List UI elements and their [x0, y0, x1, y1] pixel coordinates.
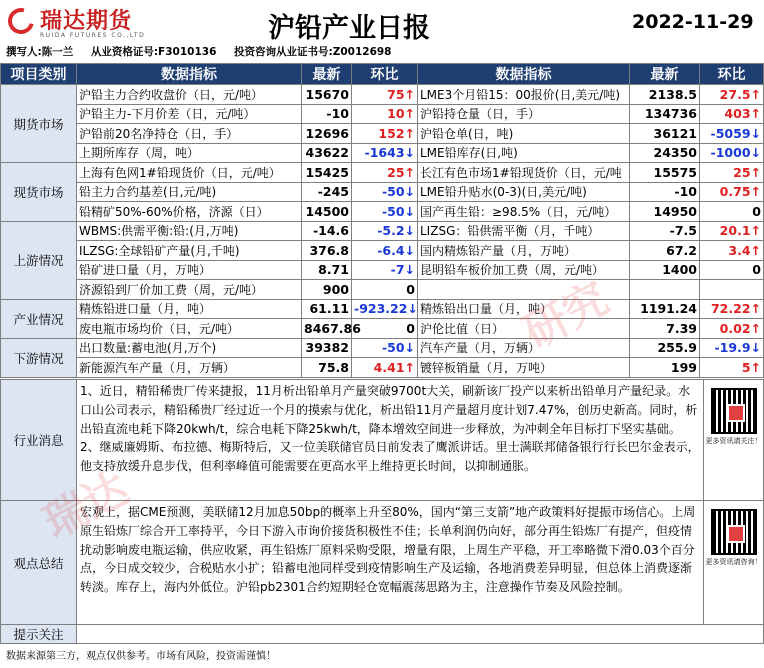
indicator-cell: 长江有色市场1#铅现货价（日，元/吨 [418, 163, 630, 183]
indicator-cell: 汽车产量（月，万辆） [418, 338, 630, 358]
change-cell: -5.2↓ [352, 221, 418, 241]
latest-value-cell: 15575 [630, 163, 700, 183]
ruida-logo-icon [3, 3, 39, 39]
qr-cell [704, 380, 764, 501]
table-row [1, 241, 764, 261]
table-row [1, 182, 764, 202]
latest-value-cell: 15425 [302, 163, 352, 183]
table-row [1, 104, 764, 124]
latest-value-cell: -10 [630, 182, 700, 202]
change-cell: 0.75↑ [700, 182, 764, 202]
change-cell: -50↓ [352, 202, 418, 222]
latest-value-cell: 15670 [302, 85, 352, 105]
table-header-row [1, 64, 764, 85]
change-cell: 0.02↑ [700, 319, 764, 339]
indicator-cell: 沪铅前20名净持仓（日，手） [77, 124, 302, 144]
column-header-category: 项目类别 [1, 64, 77, 85]
change-cell: 0 [352, 319, 418, 339]
qr-cell [704, 501, 764, 625]
view-summary-text: 宏观上，据CME预测，美联储12月加息50bp的概率上升至80%，国内“第三支箭”地产政策料好提振市场信心。上周原生铅炼厂综合开工率持平，今日下游入市询价接货积极性不佳；长单利润仍向好，部分再生铅炼厂有提产，但疫情扰动影响废电瓶运输，供应收紧，再生铅炼厂原料采购受限，增量有限，上周生产平稳，开工率略微下滑0.03个百分点，今日成交较少，合税贴水小扩；铅蓄电池同样受到疫情影响生产及运输，各地消费差异明显，但总体上消费逐渐转淡。库存上，海内外低位。沪铅pb2301合约短期轻仓宽幅震荡思路为主，注意操作节奏及风险控制。 [80, 505, 696, 595]
indicator-cell: 铅主力合约基差(日,元/吨) [77, 182, 302, 202]
category-cell: 期货市场 [1, 85, 77, 163]
latest-value-cell: 75.8 [302, 358, 352, 378]
indicator-cell: LIZSG：铅供需平衡（月，千吨） [418, 221, 630, 241]
tips-row [1, 625, 764, 644]
column-header-indicator: 数据指标 [418, 64, 630, 85]
latest-value-cell: -10 [302, 104, 352, 124]
indicator-cell: 国内精炼铅产量（月，万吨） [418, 241, 630, 261]
latest-value-cell: 1400 [630, 260, 700, 280]
latest-value-cell: 39382 [302, 338, 352, 358]
column-header-indicator: 数据指标 [77, 64, 302, 85]
change-cell: 4.41↑ [352, 358, 418, 378]
category-cell: 产业情况 [1, 299, 77, 338]
latest-value-cell: 61.11 [302, 299, 352, 319]
change-cell: 25↑ [352, 163, 418, 183]
change-cell: 5↑ [700, 358, 764, 378]
indicator-cell: 沪铅主力合约收盘价（日，元/吨） [77, 85, 302, 105]
latest-value-cell: 14500 [302, 202, 352, 222]
indicator-cell: LME3个月铅15：00报价(日,美元/吨) [418, 85, 630, 105]
indicator-cell: 国产再生铅：≥98.5%（日，元/吨） [418, 202, 630, 222]
indicator-cell: LME铅库存(日,吨) [418, 143, 630, 163]
table-row [1, 299, 764, 319]
indicator-cell: 精炼铅进口量（月，吨） [77, 299, 302, 319]
indicator-cell: 沪伦比值（日） [418, 319, 630, 339]
author-line [6, 44, 406, 59]
latest-value-cell: 14950 [630, 202, 700, 222]
change-cell: 152↑ [352, 124, 418, 144]
change-cell: -6.4↓ [352, 241, 418, 261]
qr-caption: 更多资讯请咨询！ [705, 558, 762, 566]
indicator-cell [418, 280, 630, 300]
table-row [1, 221, 764, 241]
license-number: 从业资格证号:F3010136 [90, 46, 217, 58]
indicator-cell: 沪铅仓单(日，吨) [418, 124, 630, 144]
category-cell: 下游情况 [1, 338, 77, 377]
table-row [1, 319, 764, 339]
view-summary-row [1, 501, 764, 625]
change-cell: 25↑ [700, 163, 764, 183]
disclaimer: 数据来源第三方，观点仅供参考。市场有风险，投资需谨慎！ [6, 651, 276, 662]
report-date: 2022-11-29 [632, 11, 754, 33]
change-cell: -923.22↓ [352, 299, 418, 319]
column-header-latest: 最新 [630, 64, 700, 85]
watermark-right: 研究 [515, 272, 617, 360]
tips-body [77, 625, 764, 644]
latest-value-cell: -245 [302, 182, 352, 202]
change-cell: -1643↓ [352, 143, 418, 163]
change-cell: 3.4↑ [700, 241, 764, 261]
change-cell: -19.9↓ [700, 338, 764, 358]
text-sections [0, 379, 764, 644]
industry-news-body [77, 380, 704, 501]
latest-value-cell: 199 [630, 358, 700, 378]
latest-value-cell: 900 [302, 280, 352, 300]
view-summary-label: 观点总结 [1, 501, 77, 625]
latest-value-cell: 67.2 [630, 241, 700, 261]
latest-value-cell: 12696 [302, 124, 352, 144]
industry-news-label: 行业消息 [1, 380, 77, 501]
indicator-cell: 镀锌板销量（月，万吨） [418, 358, 630, 378]
change-cell: 75↑ [352, 85, 418, 105]
table-row [1, 143, 764, 163]
indicator-cell: 废电瓶市场均价（日，元/吨） [77, 319, 302, 339]
indicator-cell: LME铅升贴水(0-3)(日,美元/吨) [418, 182, 630, 202]
table-row [1, 260, 764, 280]
view-summary-body [77, 501, 704, 625]
category-cell: 上游情况 [1, 221, 77, 299]
table-row [1, 280, 764, 300]
latest-value-cell: 255.9 [630, 338, 700, 358]
change-cell: 10↑ [352, 104, 418, 124]
table-row [1, 202, 764, 222]
column-header-latest: 最新 [302, 64, 352, 85]
change-cell: -50↓ [352, 338, 418, 358]
latest-value-cell [630, 280, 700, 300]
qr-code-icon [711, 509, 757, 555]
latest-value-cell: 2138.5 [630, 85, 700, 105]
change-cell: 0 [700, 260, 764, 280]
indicator-cell: 新能源汽车产量（月，万辆） [77, 358, 302, 378]
table-row [1, 358, 764, 378]
report-header [0, 0, 763, 44]
indicator-cell: 铅精矿50%-60%价格，济源（日） [77, 202, 302, 222]
table-row [1, 163, 764, 183]
qr-code-icon [711, 388, 757, 434]
indicator-cell: 沪铅持仓量（日，手） [418, 104, 630, 124]
logo-english-text: RUIDA FUTURES CO.,LTD [40, 32, 146, 39]
change-cell: -5059↓ [700, 124, 764, 144]
author-name: 撰写人:陈一兰 [6, 46, 74, 58]
watermark-left: 瑞达 [35, 462, 137, 550]
category-cell: 现货市场 [1, 163, 77, 222]
latest-value-cell: 8.71 [302, 260, 352, 280]
latest-value-cell: -14.6 [302, 221, 352, 241]
indicator-cell: ILZSG:全球铅矿产量(月,千吨) [77, 241, 302, 261]
column-header-change: 环比 [700, 64, 764, 85]
qr-caption: 更多资讯请关注！ [705, 437, 762, 445]
latest-value-cell: 36121 [630, 124, 700, 144]
indicator-cell: 上期所库存（周，吨） [77, 143, 302, 163]
logo-text: 瑞达期货 [40, 9, 133, 34]
table-row [1, 124, 764, 144]
indicator-cell: 沪铅主力-下月价差（日，元/吨） [77, 104, 302, 124]
change-cell: -7↓ [352, 260, 418, 280]
change-cell: 0 [352, 280, 418, 300]
indicator-cell: 上海有色网1#铅现货价（日，元/吨） [77, 163, 302, 183]
change-cell: -50↓ [352, 182, 418, 202]
latest-value-cell: 7.39 [630, 319, 700, 339]
change-cell: 72.22↑ [700, 299, 764, 319]
indicator-cell: 铅矿进口量（月，万吨） [77, 260, 302, 280]
change-cell: -1000↓ [700, 143, 764, 163]
tips-label: 提示关注 [1, 625, 77, 644]
latest-value-cell: 134736 [630, 104, 700, 124]
change-cell: 20.1↑ [700, 221, 764, 241]
latest-value-cell: 376.8 [302, 241, 352, 261]
latest-value-cell: 1191.24 [630, 299, 700, 319]
news-item-1: 1、近日，精铅稀贵厂传来捷报，11月析出铅单月产量突破9700t大关，刷新该厂投产以来析出铅单月产量纪录。水口山公司表示，精铅稀贵厂经过近一个月的摸索与优化，析出铅11月产量超月度计划7.47%，创历史新高。同时，析出铅直流电耗下降20kwh/t，综合电耗下降25kwh/t，降本增效空间进一步释放，为冲刺全年目标打下坚实基础。 [80, 384, 698, 436]
change-cell: 27.5↑ [700, 85, 764, 105]
indicator-cell: 精炼铅出口量（月，吨） [418, 299, 630, 319]
latest-value-cell: 43622 [302, 143, 352, 163]
advisor-number: 投资咨询从业证书号:Z0012698 [234, 46, 392, 58]
latest-value-cell: 8467.86 [302, 319, 352, 339]
table-row [1, 85, 764, 105]
change-cell [700, 280, 764, 300]
change-cell: 0 [700, 202, 764, 222]
report-title: 沪铅产业日报 [268, 13, 430, 44]
indicator-cell: 昆明铅车板价加工费（周，元/吨） [418, 260, 630, 280]
news-item-2: 2、继威廉姆斯、布拉德、梅斯特后，又一位美联储官员日前发表了鹰派讲话。里士满联邦储备银行行长巴尔金表示，他支持放缓升息步伐，但利率峰值可能需要在更高水平上维持更长时间，以抑制通胀。 [80, 440, 700, 474]
indicator-cell: WBMS:供需平衡:铅:(月,万吨) [77, 221, 302, 241]
industry-news-row [1, 380, 764, 501]
latest-value-cell: -7.5 [630, 221, 700, 241]
indicator-cell: 出口数量:蓄电池(月,万个) [77, 338, 302, 358]
change-cell: 403↑ [700, 104, 764, 124]
indicator-table [0, 63, 764, 378]
table-row [1, 338, 764, 358]
latest-value-cell: 24350 [630, 143, 700, 163]
indicator-cell: 济源铅到厂价加工费（周，元/吨） [77, 280, 302, 300]
column-header-change: 环比 [352, 64, 418, 85]
